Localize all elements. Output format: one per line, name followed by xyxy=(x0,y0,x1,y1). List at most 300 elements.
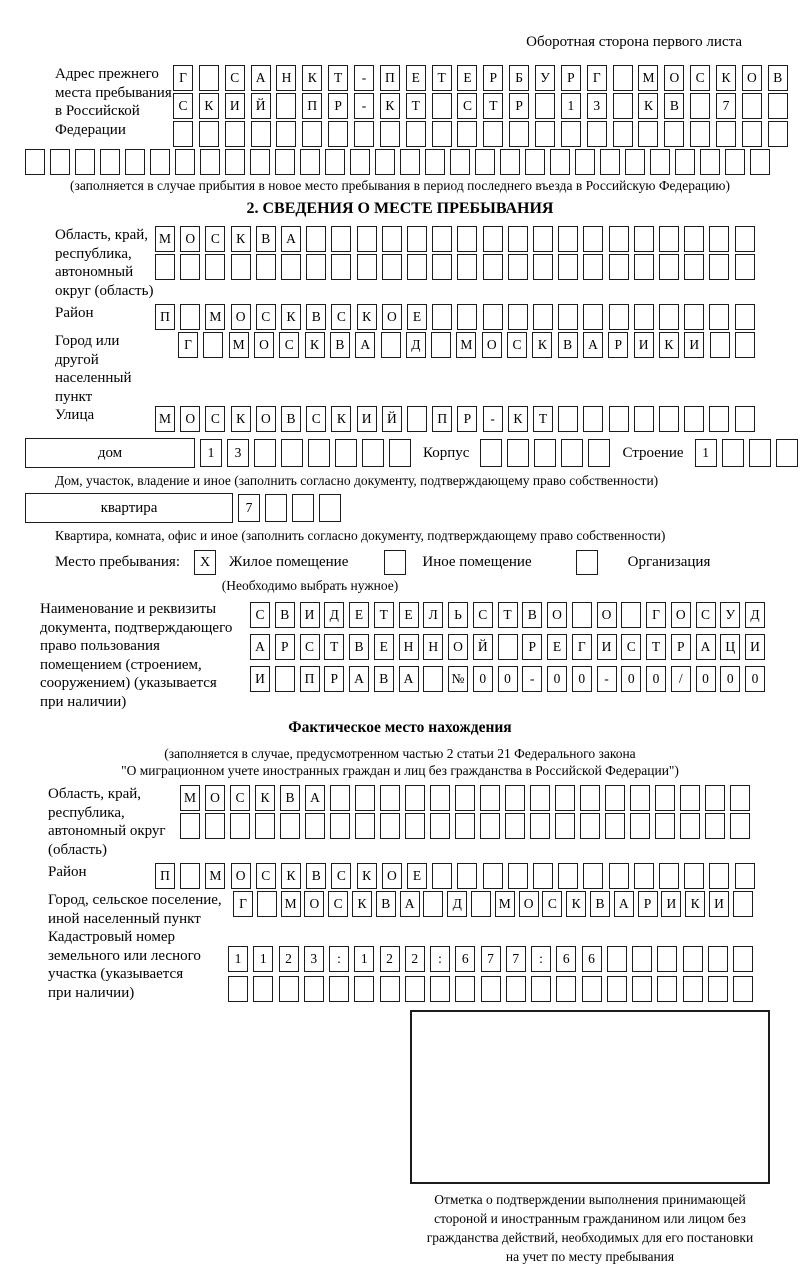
char-cell[interactable]: И xyxy=(597,634,617,660)
char-cell[interactable]: Н xyxy=(423,634,443,660)
char-cell[interactable] xyxy=(630,785,650,811)
char-cell[interactable] xyxy=(308,439,330,467)
char-cell[interactable] xyxy=(733,976,753,1002)
char-cell[interactable]: О xyxy=(180,406,200,432)
char-cell[interactable]: В xyxy=(275,602,295,628)
char-cell[interactable] xyxy=(533,226,553,252)
char-cell[interactable] xyxy=(680,813,700,839)
char-cell[interactable]: К xyxy=(685,891,705,917)
char-cell[interactable] xyxy=(302,121,322,147)
char-cell[interactable]: А xyxy=(400,891,420,917)
char-cell[interactable] xyxy=(508,254,528,280)
char-cell[interactable] xyxy=(735,406,755,432)
char-cell[interactable] xyxy=(733,946,753,972)
char-cell[interactable] xyxy=(507,439,529,467)
char-cell[interactable] xyxy=(228,976,248,1002)
char-cell[interactable] xyxy=(684,304,704,330)
char-cell[interactable]: К xyxy=(380,93,400,119)
char-cell[interactable]: С xyxy=(690,65,710,91)
char-cell[interactable] xyxy=(709,226,729,252)
char-cell[interactable]: С xyxy=(205,406,225,432)
char-cell[interactable]: С xyxy=(256,304,276,330)
char-cell[interactable]: 0 xyxy=(745,666,765,692)
char-cell[interactable] xyxy=(587,121,607,147)
char-cell[interactable] xyxy=(304,976,324,1002)
char-cell[interactable] xyxy=(257,891,277,917)
char-cell[interactable]: 6 xyxy=(556,946,576,972)
char-cell[interactable]: А xyxy=(281,226,301,252)
char-cell[interactable] xyxy=(450,149,470,175)
char-cell[interactable] xyxy=(508,304,528,330)
char-cell[interactable]: О xyxy=(382,863,402,889)
char-cell[interactable] xyxy=(180,254,200,280)
char-cell[interactable] xyxy=(638,121,658,147)
char-cell[interactable] xyxy=(357,226,377,252)
char-cell[interactable] xyxy=(480,785,500,811)
char-cell[interactable]: А xyxy=(305,785,325,811)
char-cell[interactable]: И xyxy=(300,602,320,628)
char-cell[interactable]: Т xyxy=(406,93,426,119)
char-cell[interactable]: И xyxy=(684,332,704,358)
char-cell[interactable] xyxy=(319,494,341,522)
char-cell[interactable]: А xyxy=(250,634,270,660)
char-cell[interactable] xyxy=(561,121,581,147)
char-cell[interactable] xyxy=(432,93,452,119)
char-cell[interactable] xyxy=(425,149,445,175)
char-cell[interactable] xyxy=(357,254,377,280)
char-cell[interactable]: И xyxy=(661,891,681,917)
char-cell[interactable] xyxy=(432,863,452,889)
char-cell[interactable]: А xyxy=(696,634,716,660)
char-cell[interactable]: С xyxy=(256,863,276,889)
char-cell[interactable] xyxy=(457,863,477,889)
char-cell[interactable] xyxy=(25,149,45,175)
char-cell[interactable] xyxy=(533,863,553,889)
char-cell[interactable]: С xyxy=(306,406,326,432)
char-cell[interactable] xyxy=(705,813,725,839)
char-cell[interactable]: К xyxy=(331,406,351,432)
char-cell[interactable] xyxy=(742,93,762,119)
char-cell[interactable]: Т xyxy=(483,93,503,119)
char-cell[interactable]: В xyxy=(281,406,301,432)
char-cell[interactable] xyxy=(500,149,520,175)
char-cell[interactable]: С xyxy=(696,602,716,628)
char-cell[interactable]: И xyxy=(709,891,729,917)
char-cell[interactable]: Е xyxy=(349,602,369,628)
char-cell[interactable] xyxy=(199,121,219,147)
char-cell[interactable] xyxy=(709,863,729,889)
char-cell[interactable]: С xyxy=(173,93,193,119)
char-cell[interactable] xyxy=(558,304,578,330)
char-cell[interactable] xyxy=(281,439,303,467)
char-cell[interactable] xyxy=(634,406,654,432)
char-cell[interactable] xyxy=(750,149,770,175)
char-cell[interactable]: Е xyxy=(399,602,419,628)
confirmation-stamp-box[interactable] xyxy=(410,1010,770,1184)
char-cell[interactable]: Л xyxy=(423,602,443,628)
char-cell[interactable] xyxy=(455,785,475,811)
char-cell[interactable] xyxy=(531,976,551,1002)
char-cell[interactable]: О xyxy=(448,634,468,660)
char-cell[interactable] xyxy=(280,813,300,839)
char-cell[interactable]: Р xyxy=(275,634,295,660)
char-cell[interactable]: К xyxy=(302,65,322,91)
char-cell[interactable] xyxy=(375,149,395,175)
char-cell[interactable]: С xyxy=(621,634,641,660)
char-cell[interactable]: В xyxy=(349,634,369,660)
checkbox-residential[interactable]: X xyxy=(194,550,216,575)
char-cell[interactable]: П xyxy=(380,65,400,91)
char-cell[interactable] xyxy=(659,304,679,330)
char-cell[interactable]: Г xyxy=(646,602,666,628)
char-cell[interactable] xyxy=(362,439,384,467)
char-cell[interactable] xyxy=(583,863,603,889)
char-cell[interactable] xyxy=(200,149,220,175)
char-cell[interactable] xyxy=(306,226,326,252)
char-cell[interactable]: С xyxy=(542,891,562,917)
char-cell[interactable] xyxy=(555,785,575,811)
char-cell[interactable]: В xyxy=(374,666,394,692)
char-cell[interactable]: - xyxy=(354,65,374,91)
char-cell[interactable] xyxy=(255,813,275,839)
char-cell[interactable]: В xyxy=(306,863,326,889)
char-cell[interactable] xyxy=(480,439,502,467)
char-cell[interactable]: Е xyxy=(407,863,427,889)
char-cell[interactable]: 3 xyxy=(304,946,324,972)
char-cell[interactable] xyxy=(632,976,652,1002)
char-cell[interactable]: К xyxy=(305,332,325,358)
char-cell[interactable]: 2 xyxy=(405,946,425,972)
char-cell[interactable] xyxy=(505,813,525,839)
char-cell[interactable]: О xyxy=(205,785,225,811)
char-cell[interactable]: Б xyxy=(509,65,529,91)
char-cell[interactable]: Т xyxy=(324,634,344,660)
char-cell[interactable] xyxy=(150,149,170,175)
char-cell[interactable] xyxy=(457,226,477,252)
char-cell[interactable] xyxy=(355,813,375,839)
char-cell[interactable]: К xyxy=(231,406,251,432)
char-cell[interactable]: К xyxy=(508,406,528,432)
char-cell[interactable] xyxy=(735,254,755,280)
char-cell[interactable] xyxy=(580,813,600,839)
char-cell[interactable] xyxy=(405,813,425,839)
char-cell[interactable] xyxy=(659,863,679,889)
char-cell[interactable] xyxy=(432,121,452,147)
char-cell[interactable]: Е xyxy=(406,65,426,91)
char-cell[interactable] xyxy=(684,254,704,280)
char-cell[interactable] xyxy=(683,946,703,972)
char-cell[interactable]: В xyxy=(664,93,684,119)
char-cell[interactable]: С xyxy=(300,634,320,660)
char-cell[interactable] xyxy=(561,439,583,467)
char-cell[interactable]: В xyxy=(376,891,396,917)
char-cell[interactable]: 3 xyxy=(587,93,607,119)
char-cell[interactable]: М xyxy=(205,863,225,889)
char-cell[interactable]: В xyxy=(522,602,542,628)
char-cell[interactable] xyxy=(155,254,175,280)
char-cell[interactable] xyxy=(735,332,755,358)
char-cell[interactable]: А xyxy=(355,332,375,358)
char-cell[interactable] xyxy=(613,93,633,119)
char-cell[interactable] xyxy=(525,149,545,175)
char-cell[interactable] xyxy=(205,813,225,839)
char-cell[interactable] xyxy=(708,976,728,1002)
char-cell[interactable]: 7 xyxy=(506,946,526,972)
char-cell[interactable] xyxy=(423,666,443,692)
char-cell[interactable] xyxy=(354,121,374,147)
char-cell[interactable]: С xyxy=(457,93,477,119)
char-cell[interactable] xyxy=(330,813,350,839)
char-cell[interactable]: В xyxy=(330,332,350,358)
char-cell[interactable] xyxy=(722,439,744,467)
char-cell[interactable] xyxy=(430,813,450,839)
char-cell[interactable] xyxy=(125,149,145,175)
char-cell[interactable] xyxy=(609,863,629,889)
char-cell[interactable]: О xyxy=(482,332,502,358)
char-cell[interactable] xyxy=(735,304,755,330)
char-cell[interactable]: Й xyxy=(382,406,402,432)
char-cell[interactable]: А xyxy=(583,332,603,358)
char-cell[interactable]: Р xyxy=(671,634,691,660)
char-cell[interactable] xyxy=(250,149,270,175)
char-cell[interactable] xyxy=(684,226,704,252)
char-cell[interactable]: - xyxy=(522,666,542,692)
char-cell[interactable]: Т xyxy=(328,65,348,91)
char-cell[interactable] xyxy=(733,891,753,917)
apartment-box-label[interactable]: квартира xyxy=(25,493,233,523)
char-cell[interactable]: А xyxy=(399,666,419,692)
char-cell[interactable]: : xyxy=(531,946,551,972)
char-cell[interactable] xyxy=(432,304,452,330)
char-cell[interactable]: К xyxy=(659,332,679,358)
char-cell[interactable]: Д xyxy=(745,602,765,628)
char-cell[interactable]: И xyxy=(225,93,245,119)
char-cell[interactable] xyxy=(600,149,620,175)
char-cell[interactable]: О xyxy=(304,891,324,917)
char-cell[interactable] xyxy=(533,304,553,330)
char-cell[interactable] xyxy=(509,121,529,147)
char-cell[interactable] xyxy=(657,976,677,1002)
char-cell[interactable]: С xyxy=(331,304,351,330)
char-cell[interactable] xyxy=(558,863,578,889)
char-cell[interactable]: 1 xyxy=(253,946,273,972)
char-cell[interactable]: Т xyxy=(646,634,666,660)
char-cell[interactable]: 1 xyxy=(561,93,581,119)
char-cell[interactable] xyxy=(331,254,351,280)
char-cell[interactable] xyxy=(634,254,654,280)
char-cell[interactable]: 0 xyxy=(547,666,567,692)
char-cell[interactable]: О xyxy=(382,304,402,330)
char-cell[interactable] xyxy=(655,813,675,839)
char-cell[interactable]: Д xyxy=(324,602,344,628)
char-cell[interactable] xyxy=(534,439,556,467)
char-cell[interactable] xyxy=(768,93,788,119)
char-cell[interactable]: С xyxy=(507,332,527,358)
char-cell[interactable] xyxy=(265,494,287,522)
char-cell[interactable] xyxy=(305,813,325,839)
char-cell[interactable] xyxy=(292,494,314,522)
char-cell[interactable] xyxy=(350,149,370,175)
char-cell[interactable]: К xyxy=(231,226,251,252)
char-cell[interactable] xyxy=(205,254,225,280)
char-cell[interactable] xyxy=(471,891,491,917)
char-cell[interactable] xyxy=(730,813,750,839)
char-cell[interactable]: М xyxy=(638,65,658,91)
char-cell[interactable]: 7 xyxy=(716,93,736,119)
char-cell[interactable]: Д xyxy=(447,891,467,917)
char-cell[interactable] xyxy=(329,976,349,1002)
char-cell[interactable] xyxy=(730,785,750,811)
char-cell[interactable] xyxy=(225,149,245,175)
char-cell[interactable]: К xyxy=(281,304,301,330)
char-cell[interactable] xyxy=(380,121,400,147)
char-cell[interactable] xyxy=(225,121,245,147)
checkbox-other-premises[interactable] xyxy=(384,550,406,575)
char-cell[interactable]: Р xyxy=(328,93,348,119)
char-cell[interactable] xyxy=(583,254,603,280)
char-cell[interactable] xyxy=(75,149,95,175)
house-box-label[interactable]: дом xyxy=(25,438,195,468)
char-cell[interactable]: К xyxy=(281,863,301,889)
char-cell[interactable] xyxy=(556,976,576,1002)
char-cell[interactable]: О xyxy=(254,332,274,358)
char-cell[interactable]: - xyxy=(597,666,617,692)
char-cell[interactable] xyxy=(407,406,427,432)
char-cell[interactable] xyxy=(675,149,695,175)
char-cell[interactable] xyxy=(430,976,450,1002)
char-cell[interactable] xyxy=(680,785,700,811)
char-cell[interactable]: М xyxy=(229,332,249,358)
char-cell[interactable]: С xyxy=(331,863,351,889)
char-cell[interactable] xyxy=(281,254,301,280)
char-cell[interactable] xyxy=(580,785,600,811)
char-cell[interactable] xyxy=(609,406,629,432)
char-cell[interactable]: О xyxy=(231,304,251,330)
char-cell[interactable] xyxy=(457,121,477,147)
char-cell[interactable] xyxy=(405,976,425,1002)
char-cell[interactable]: Е xyxy=(547,634,567,660)
char-cell[interactable]: 3 xyxy=(227,439,249,467)
char-cell[interactable]: М xyxy=(155,406,175,432)
char-cell[interactable] xyxy=(550,149,570,175)
char-cell[interactable] xyxy=(457,304,477,330)
char-cell[interactable]: О xyxy=(180,226,200,252)
char-cell[interactable]: Г xyxy=(587,65,607,91)
char-cell[interactable]: 0 xyxy=(572,666,592,692)
char-cell[interactable] xyxy=(331,226,351,252)
char-cell[interactable]: О xyxy=(597,602,617,628)
char-cell[interactable] xyxy=(605,813,625,839)
char-cell[interactable]: С xyxy=(205,226,225,252)
char-cell[interactable]: Т xyxy=(374,602,394,628)
char-cell[interactable]: Т xyxy=(498,602,518,628)
char-cell[interactable]: О xyxy=(231,863,251,889)
char-cell[interactable] xyxy=(690,121,710,147)
char-cell[interactable] xyxy=(276,121,296,147)
char-cell[interactable] xyxy=(199,65,219,91)
char-cell[interactable]: К xyxy=(255,785,275,811)
char-cell[interactable] xyxy=(256,254,276,280)
char-cell[interactable] xyxy=(380,813,400,839)
char-cell[interactable] xyxy=(558,254,578,280)
char-cell[interactable]: Т xyxy=(533,406,553,432)
char-cell[interactable] xyxy=(480,813,500,839)
char-cell[interactable] xyxy=(632,946,652,972)
char-cell[interactable]: В xyxy=(768,65,788,91)
char-cell[interactable]: К xyxy=(352,891,372,917)
char-cell[interactable]: О xyxy=(671,602,691,628)
char-cell[interactable]: Й xyxy=(473,634,493,660)
char-cell[interactable] xyxy=(709,304,729,330)
char-cell[interactable]: Р xyxy=(509,93,529,119)
char-cell[interactable]: В xyxy=(558,332,578,358)
char-cell[interactable]: Р xyxy=(561,65,581,91)
char-cell[interactable]: О xyxy=(664,65,684,91)
char-cell[interactable] xyxy=(684,863,704,889)
char-cell[interactable]: О xyxy=(742,65,762,91)
char-cell[interactable] xyxy=(609,304,629,330)
char-cell[interactable] xyxy=(634,226,654,252)
char-cell[interactable]: 6 xyxy=(582,946,602,972)
char-cell[interactable] xyxy=(180,304,200,330)
char-cell[interactable] xyxy=(100,149,120,175)
char-cell[interactable]: 0 xyxy=(621,666,641,692)
char-cell[interactable]: Ь xyxy=(448,602,468,628)
char-cell[interactable] xyxy=(180,813,200,839)
char-cell[interactable] xyxy=(659,254,679,280)
char-cell[interactable]: Ц xyxy=(720,634,740,660)
char-cell[interactable] xyxy=(684,406,704,432)
char-cell[interactable] xyxy=(380,976,400,1002)
char-cell[interactable] xyxy=(430,785,450,811)
char-cell[interactable] xyxy=(407,254,427,280)
char-cell[interactable]: 2 xyxy=(279,946,299,972)
char-cell[interactable]: Е xyxy=(457,65,477,91)
char-cell[interactable]: П xyxy=(302,93,322,119)
char-cell[interactable]: Н xyxy=(276,65,296,91)
char-cell[interactable] xyxy=(506,976,526,1002)
char-cell[interactable]: О xyxy=(256,406,276,432)
char-cell[interactable]: 0 xyxy=(720,666,740,692)
char-cell[interactable]: Р xyxy=(522,634,542,660)
char-cell[interactable]: К xyxy=(716,65,736,91)
char-cell[interactable] xyxy=(664,121,684,147)
char-cell[interactable] xyxy=(354,976,374,1002)
char-cell[interactable]: 1 xyxy=(354,946,374,972)
char-cell[interactable]: 6 xyxy=(455,946,475,972)
char-cell[interactable] xyxy=(621,602,641,628)
char-cell[interactable] xyxy=(275,666,295,692)
char-cell[interactable] xyxy=(455,976,475,1002)
char-cell[interactable]: К xyxy=(638,93,658,119)
char-cell[interactable]: Г xyxy=(572,634,592,660)
char-cell[interactable]: О xyxy=(519,891,539,917)
char-cell[interactable] xyxy=(655,785,675,811)
char-cell[interactable] xyxy=(768,121,788,147)
char-cell[interactable]: В xyxy=(280,785,300,811)
char-cell[interactable]: А xyxy=(614,891,634,917)
char-cell[interactable] xyxy=(180,863,200,889)
char-cell[interactable] xyxy=(749,439,771,467)
char-cell[interactable] xyxy=(742,121,762,147)
char-cell[interactable]: 7 xyxy=(238,494,260,522)
char-cell[interactable] xyxy=(432,226,452,252)
char-cell[interactable]: В xyxy=(306,304,326,330)
char-cell[interactable] xyxy=(481,976,501,1002)
char-cell[interactable] xyxy=(328,121,348,147)
char-cell[interactable] xyxy=(483,254,503,280)
char-cell[interactable] xyxy=(423,891,443,917)
